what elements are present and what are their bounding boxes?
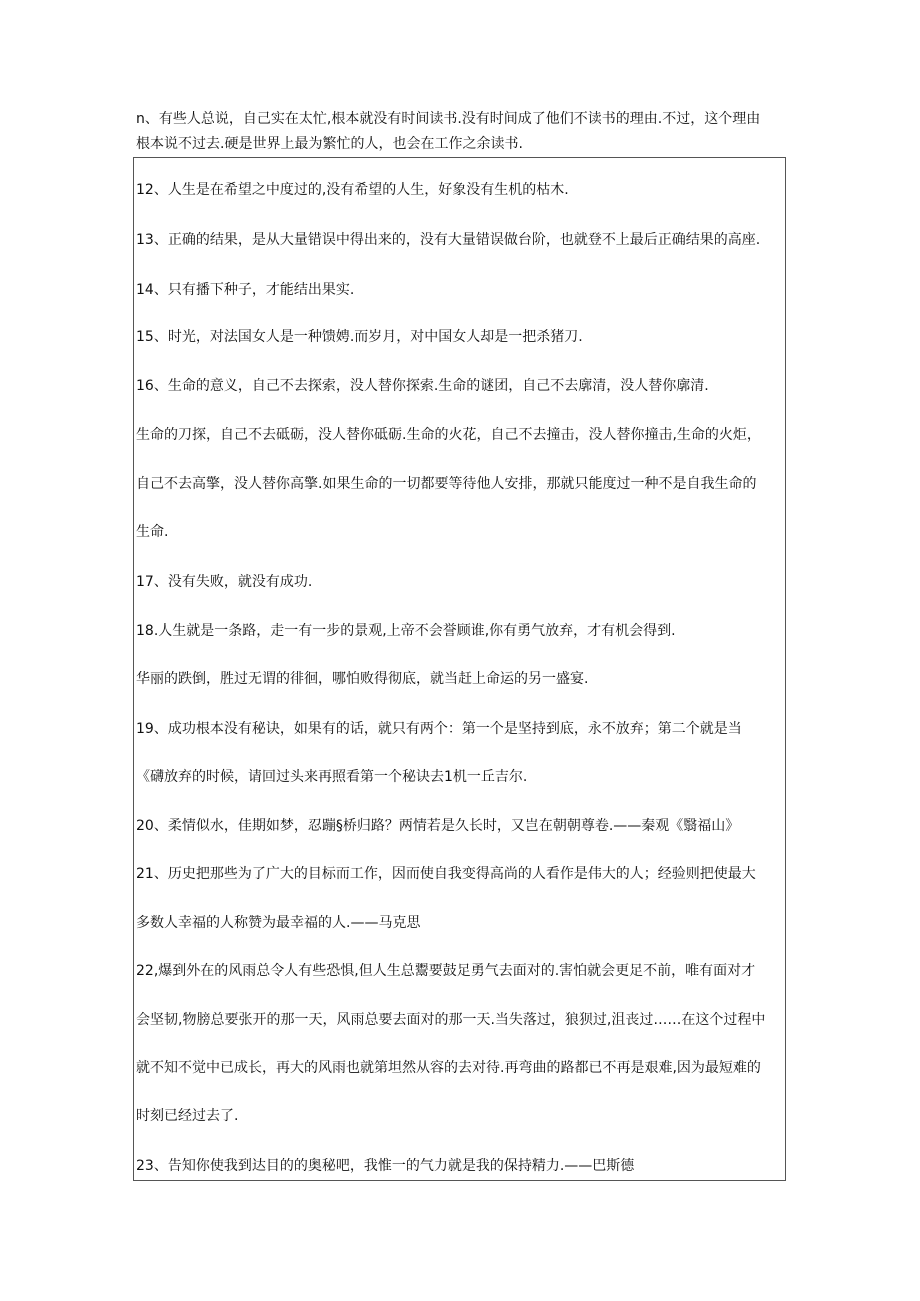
- quote-line-13: 13、正确的结果，是从大量错误中得出来的，没有大量错误做台阶，也就登不上最后正确结果的高座.: [136, 232, 761, 248]
- quote-line-18a: 18.人生就是一条路，走一有一步的景观,上帝不会誉顾谁,你有勇气放弃，才有机会得到.: [136, 623, 676, 639]
- quote-line-23: 23、告知你使我到达目的的奥秘吧，我惟一的气力就是我的保持精力.——巴斯德: [136, 1158, 635, 1174]
- quote-line-22b: 会坚韧,物膀总要张开的那一天，风雨总要去面对的那一天.当失落过，狼狈过,沮丧过……在这个过程中: [136, 1012, 766, 1028]
- quote-line-22d: 时刻已经过去了.: [136, 1108, 239, 1124]
- quote-line-17: 17、没有失败，就没有成功.: [136, 574, 313, 590]
- quote-line-15: 15、时光，对法国女人是一种馈娉.而岁月，对中国女人却是一把杀猪刀.: [136, 329, 583, 345]
- quote-line-12: 12、人生是在希望之中度过的,没有希望的人生，好象没有生机的枯木.: [136, 182, 569, 198]
- quote-line-20: 20、柔情似水，佳期如梦，忍蹦§桥归路？两情若是久长时，又岂在朝朝尊卷.——秦观《翳福山》: [136, 818, 740, 834]
- quote-line-21b: 多数人幸福的人称赞为最幸福的人.——马克思: [136, 915, 421, 931]
- quote-line-16b: 生命的刀探，自己不去砥砺，没人替你砥砺.生命的火花，自己不去撞击，没人替你撞击,生命的火炬，: [136, 427, 761, 443]
- quote-line-16a: 16、生命的意义，自己不去探索，没人替你探索.生命的谜团，自己不去廓清，没人替你廓清.: [136, 378, 709, 394]
- quote-line-21a: 21、历史把那些为了广大的目标而工作，因而使自我变得高尚的人看作是伟大的人；经验则把使最大: [136, 866, 756, 882]
- quote-line-18b: 华丽的跌倒，胜过无谓的徘徊，哪怕败得彻底，就当赶上命运的另一盛宴.: [136, 671, 589, 687]
- quote-line-19a: 19、成功根本没有秘诀，如果有的话，就只有两个：第一个是坚持到底，永不放弃；第二个就是当: [136, 721, 742, 737]
- quote-line-14: 14、只有播下种子，才能结出果实.: [136, 282, 355, 298]
- intro-line-1: n、有些人总说，自己实在太忙,根本就没有时间读书.没有时间成了他们不读书的理由.不过，这个理由: [136, 111, 761, 127]
- intro-line-2: 根本说不过去.硬是世界上最为繁忙的人，也会在工作之余读书.: [136, 136, 523, 152]
- quote-line-19b: 《礴放弃的时候，请回过头来再照看第一个秘诀去1机一丘吉尔.: [136, 769, 528, 785]
- quote-line-22a: 22,爆到外在的风雨总令人有些恐惧,但人生总鬻要鼓足勇气去面对的.害怕就会更足不前，唯有面对才: [136, 963, 756, 979]
- quote-line-22c: 就不知不觉中已成长，再大的风雨也就第坦然从容的去对待.再弯曲的路都已不再是艰难,因为最短难的: [136, 1060, 761, 1076]
- quote-line-16d: 生命.: [136, 524, 169, 540]
- quote-line-16c: 自己不去高擎，没人替你高擎.如果生命的一切都要等待他人安排，那就只能度过一种不是自我生命的: [136, 476, 757, 492]
